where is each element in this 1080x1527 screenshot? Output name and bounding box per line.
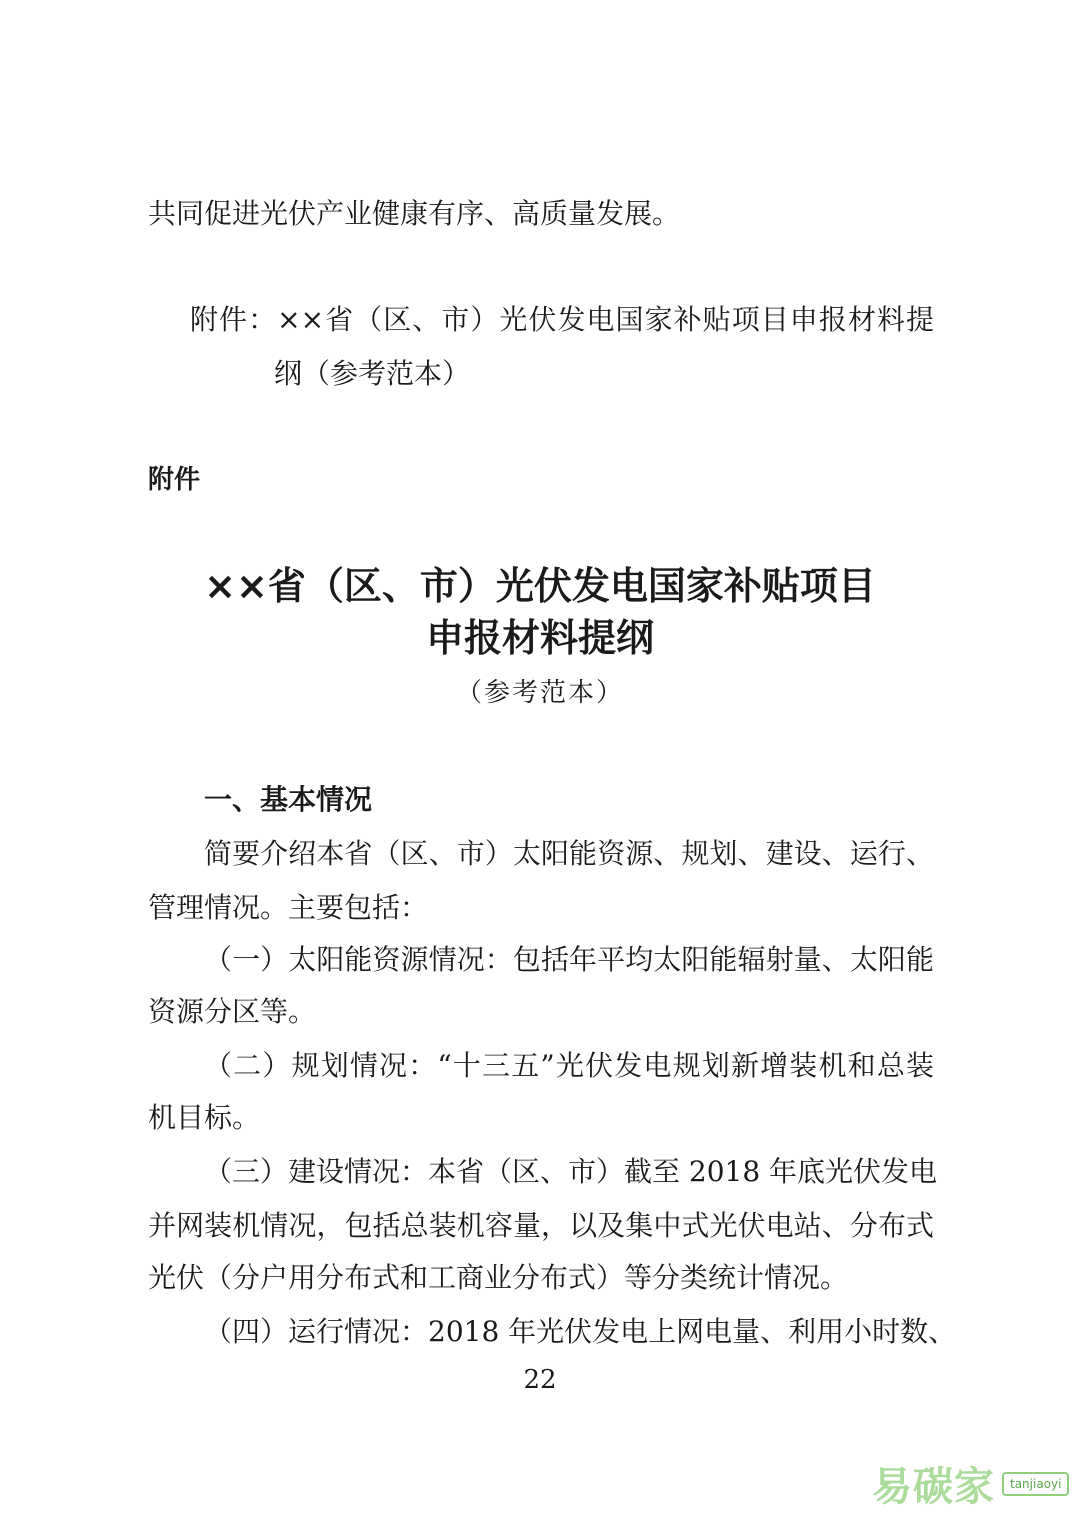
document-title-line-2: 申报材料提纲 <box>425 616 654 660</box>
watermark-logo <box>872 1462 1072 1518</box>
attachment-reference-line-2: 纲（参考范本） <box>274 357 471 390</box>
section-heading: 一、基本情况 <box>204 783 373 816</box>
item-1-line-1: （一）太阳能资源情况：包括年平均太阳能辐射量、太阳能 <box>204 943 934 976</box>
item-3-line-3: 光伏（分户用分布式和工商业分布式）等分类统计情况。 <box>148 1261 849 1294</box>
section-intro-line-2: 管理情况。主要包括： <box>148 891 429 924</box>
item-3-line-1: （三）建设情况：本省（区、市）截至 2018 年底光伏发电 <box>204 1155 938 1188</box>
item-4-line-1: （四）运行情况：2018 年光伏发电上网电量、利用小时数、 <box>204 1315 957 1348</box>
attachment-reference-line-1: 附件：××省（区、市）光伏发电国家补贴项目申报材料提 <box>190 303 934 336</box>
section-intro-line-1: 简要介绍本省（区、市）太阳能资源、规划、建设、运行、 <box>204 837 934 870</box>
document-subtitle: （参考范本） <box>455 678 624 708</box>
watermark-badge: tanjiaoyi <box>1002 1472 1069 1496</box>
item-1-line-2: 资源分区等。 <box>148 995 317 1028</box>
document-title-line-1: ××省（区、市）光伏发电国家补贴项目 <box>204 564 876 608</box>
watermark-text: 易碳家 <box>872 1464 995 1510</box>
attachment-label: 附件 <box>148 465 201 495</box>
item-3-line-2: 并网装机情况，包括总装机容量，以及集中式光伏电站、分布式 <box>148 1209 934 1242</box>
item-2-line-1: （二）规划情况：“十三五”光伏发电规划新增装机和总装 <box>204 1049 934 1082</box>
item-2-line-2: 机目标。 <box>148 1101 261 1134</box>
closing-paragraph: 共同促进光伏产业健康有序、高质量发展。 <box>148 197 681 230</box>
page-number: 22 <box>523 1365 557 1395</box>
